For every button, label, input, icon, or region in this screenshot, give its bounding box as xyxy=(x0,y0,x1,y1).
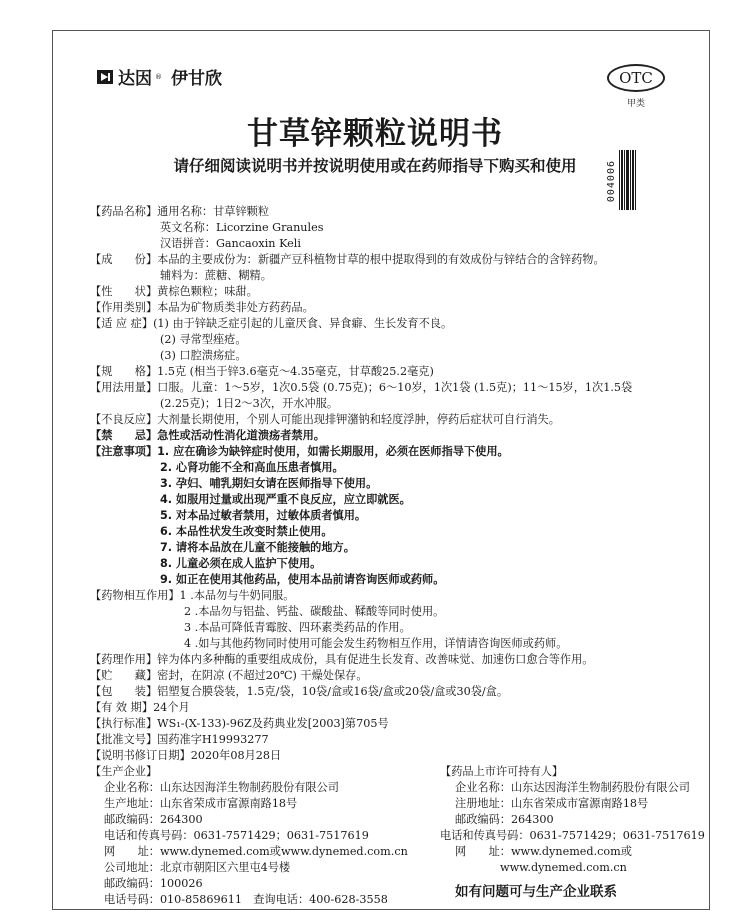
excipients: 辅料为：蔗糖、糊精。 xyxy=(160,269,272,282)
holder-row: 企业名称：山东达因海洋生物制药股份有限公司 xyxy=(455,781,690,794)
manufacturer-row: 电话号码：010-85869611 查询电话：400-628-3558 xyxy=(104,893,388,906)
precaution-item: 6. 本品性状发生改变时禁止使用。 xyxy=(160,525,333,538)
manufacturer-row: 企业名称：山东达因海洋生物制药股份有限公司 xyxy=(104,781,339,794)
holder-row: www.dynemed.com.cn xyxy=(500,861,627,874)
precautions-row: 【注意事项】1. 应在确诊为缺锌症时使用，如需长期服用，必须在医师指导下使用。 xyxy=(90,445,509,458)
holder-row: 电话和传真号码：0631-7571429；0631-7517619 xyxy=(440,829,705,842)
interactions-row: 【药物相互作用】1 .本品勿与牛奶同服。 xyxy=(90,589,295,602)
dosage-line2: (2.25克)；1日2～3次，开水冲服。 xyxy=(160,397,339,410)
package-row: 【包 装】铝塑复合膜袋装，1.5克/袋，10袋/盒或16袋/盒或20袋/盒或30袋/盒。 xyxy=(90,685,509,698)
holder-row: 网 址：www.dynemed.com或 xyxy=(455,845,632,858)
precaution-item: 9. 如正在使用其他药品，使用本品前请咨询医师或药师。 xyxy=(160,573,445,586)
composition-row: 【成 份】本品的主要成份为：新疆产豆科植物甘草的根中提取得到的有效成份与锌结合的含锌药物。 xyxy=(90,253,605,266)
holder-row: 注册地址：山东省荣成市富源南路18号 xyxy=(455,797,649,810)
manufacturer-row: 电话和传真号码：0631-7571429；0631-7517619 xyxy=(104,829,369,842)
barcode-icon xyxy=(597,150,637,210)
manufacturer-label: 【生产企业】 xyxy=(90,765,158,778)
category-row: 【作用类别】本品为矿物质类非处方药药品。 xyxy=(90,301,314,314)
drug-name-row: 【药品名称】通用名称：甘草锌颗粒 xyxy=(90,205,270,218)
manufacturer-row: 生产地址：山东省荣成市富源南路18号 xyxy=(104,797,298,810)
indication-item: (3) 口腔溃疡症。 xyxy=(160,349,247,362)
english-name: 英文名称：Licorzine Granules xyxy=(160,221,324,234)
brand-sub: 伊甘欣 xyxy=(171,69,222,89)
manufacturer-row: 公司地址：北京市朝阳区六里屯4号楼 xyxy=(104,861,291,874)
precaution-item: 3. 孕妇、哺乳期妇女请在医师指导下使用。 xyxy=(160,477,378,490)
holder-label: 【药品上市许可持有人】 xyxy=(440,765,564,778)
interaction-item: 4 .如与其他药物同时使用可能会发生药物相互作用，详情请咨询医师或药师。 xyxy=(184,637,568,650)
barcode-number: 004006 xyxy=(606,160,617,203)
contra-row: 【禁 忌】急性或活动性消化道溃疡者禁用。 xyxy=(90,429,325,442)
validity-row: 【有 效 期】24个月 xyxy=(90,701,190,714)
revision-row: 【说明书修订日期】2020年08月28日 xyxy=(90,749,282,762)
holder-row: 邮政编码：264300 xyxy=(455,813,554,826)
spec-row: 【规 格】1.5克 (相当于锌3.6毫克～4.35毫克，甘草酸25.2毫克) xyxy=(90,365,434,378)
dosage-row: 【用法用量】口服。儿童：1～5岁，1次0.5袋 (0.75克)；6～10岁，1次1袋 (1.5克)；11～15岁，1次1.5袋 xyxy=(90,381,633,394)
interaction-item: 3 .本品可降低青霉胺、四环素类药品的作用。 xyxy=(184,621,411,634)
standard-row: 【执行标准】WS₁-(X-133)-96Z及药典业发[2003]第705号 xyxy=(90,717,389,730)
precaution-item: 4. 如服用过量或出现严重不良反应，应立即就医。 xyxy=(160,493,411,506)
brand-mark-icon xyxy=(97,69,115,85)
page-subtitle: 请仔细阅读说明书并按说明使用或在药师指导下购买和使用 xyxy=(173,157,577,175)
indications-row: 【适 应 症】(1) 由于锌缺乏症引起的儿童厌食、异食癖、生长发育不良。 xyxy=(90,317,453,330)
storage-row: 【贮 藏】密封，在阴凉 (不超过20℃) 干燥处保存。 xyxy=(90,669,368,682)
precaution-item: 2. 心肾功能不全和高血压患者慎用。 xyxy=(160,461,344,474)
adverse-row: 【不良反应】大剂量长期使用，个别人可能出现排钾潴钠和轻度浮肿，停药后症状可自行消失。 xyxy=(90,413,560,426)
precaution-item: 7. 请将本品放在儿童不能接触的地方。 xyxy=(160,541,355,554)
precaution-item: 8. 儿童必须在成人监护下使用。 xyxy=(160,557,322,570)
otc-badge: OTC xyxy=(607,64,665,92)
approval-row: 【批准文号】国药准字H19993277 xyxy=(90,733,269,746)
indication-item: (2) 寻常型痤疮。 xyxy=(160,333,247,346)
manufacturer-row: 邮政编码：100026 xyxy=(104,877,203,890)
page-title: 甘草锌颗粒说明书 xyxy=(247,116,503,152)
manufacturer-row: 网 址：www.dynemed.com或www.dynemed.com.cn xyxy=(104,845,408,858)
manufacturer-row: 邮政编码：264300 xyxy=(104,813,203,826)
pharmacology-row: 【药理作用】锌为体内多种酶的重要组成成份，具有促进生长发育、改善味觉、加速伤口愈合等作用。 xyxy=(90,653,594,666)
appearance-row: 【性 状】黄棕色颗粒；味甜。 xyxy=(90,285,258,298)
contact-note: 如有问题可与生产企业联系 xyxy=(455,884,617,900)
brand-logo xyxy=(97,64,222,89)
registered-mark: ® xyxy=(155,72,162,81)
brand-name: 达因 xyxy=(118,69,152,89)
pinyin-name: 汉语拼音：Gancaoxin Keli xyxy=(160,237,301,250)
precaution-item: 5. 对本品过敏者禁用，过敏体质者慎用。 xyxy=(160,509,367,522)
otc-class: 甲类 xyxy=(626,99,645,109)
interaction-item: 2 .本品勿与铝盐、钙盐、碳酸盐、鞣酸等同时使用。 xyxy=(184,605,445,618)
